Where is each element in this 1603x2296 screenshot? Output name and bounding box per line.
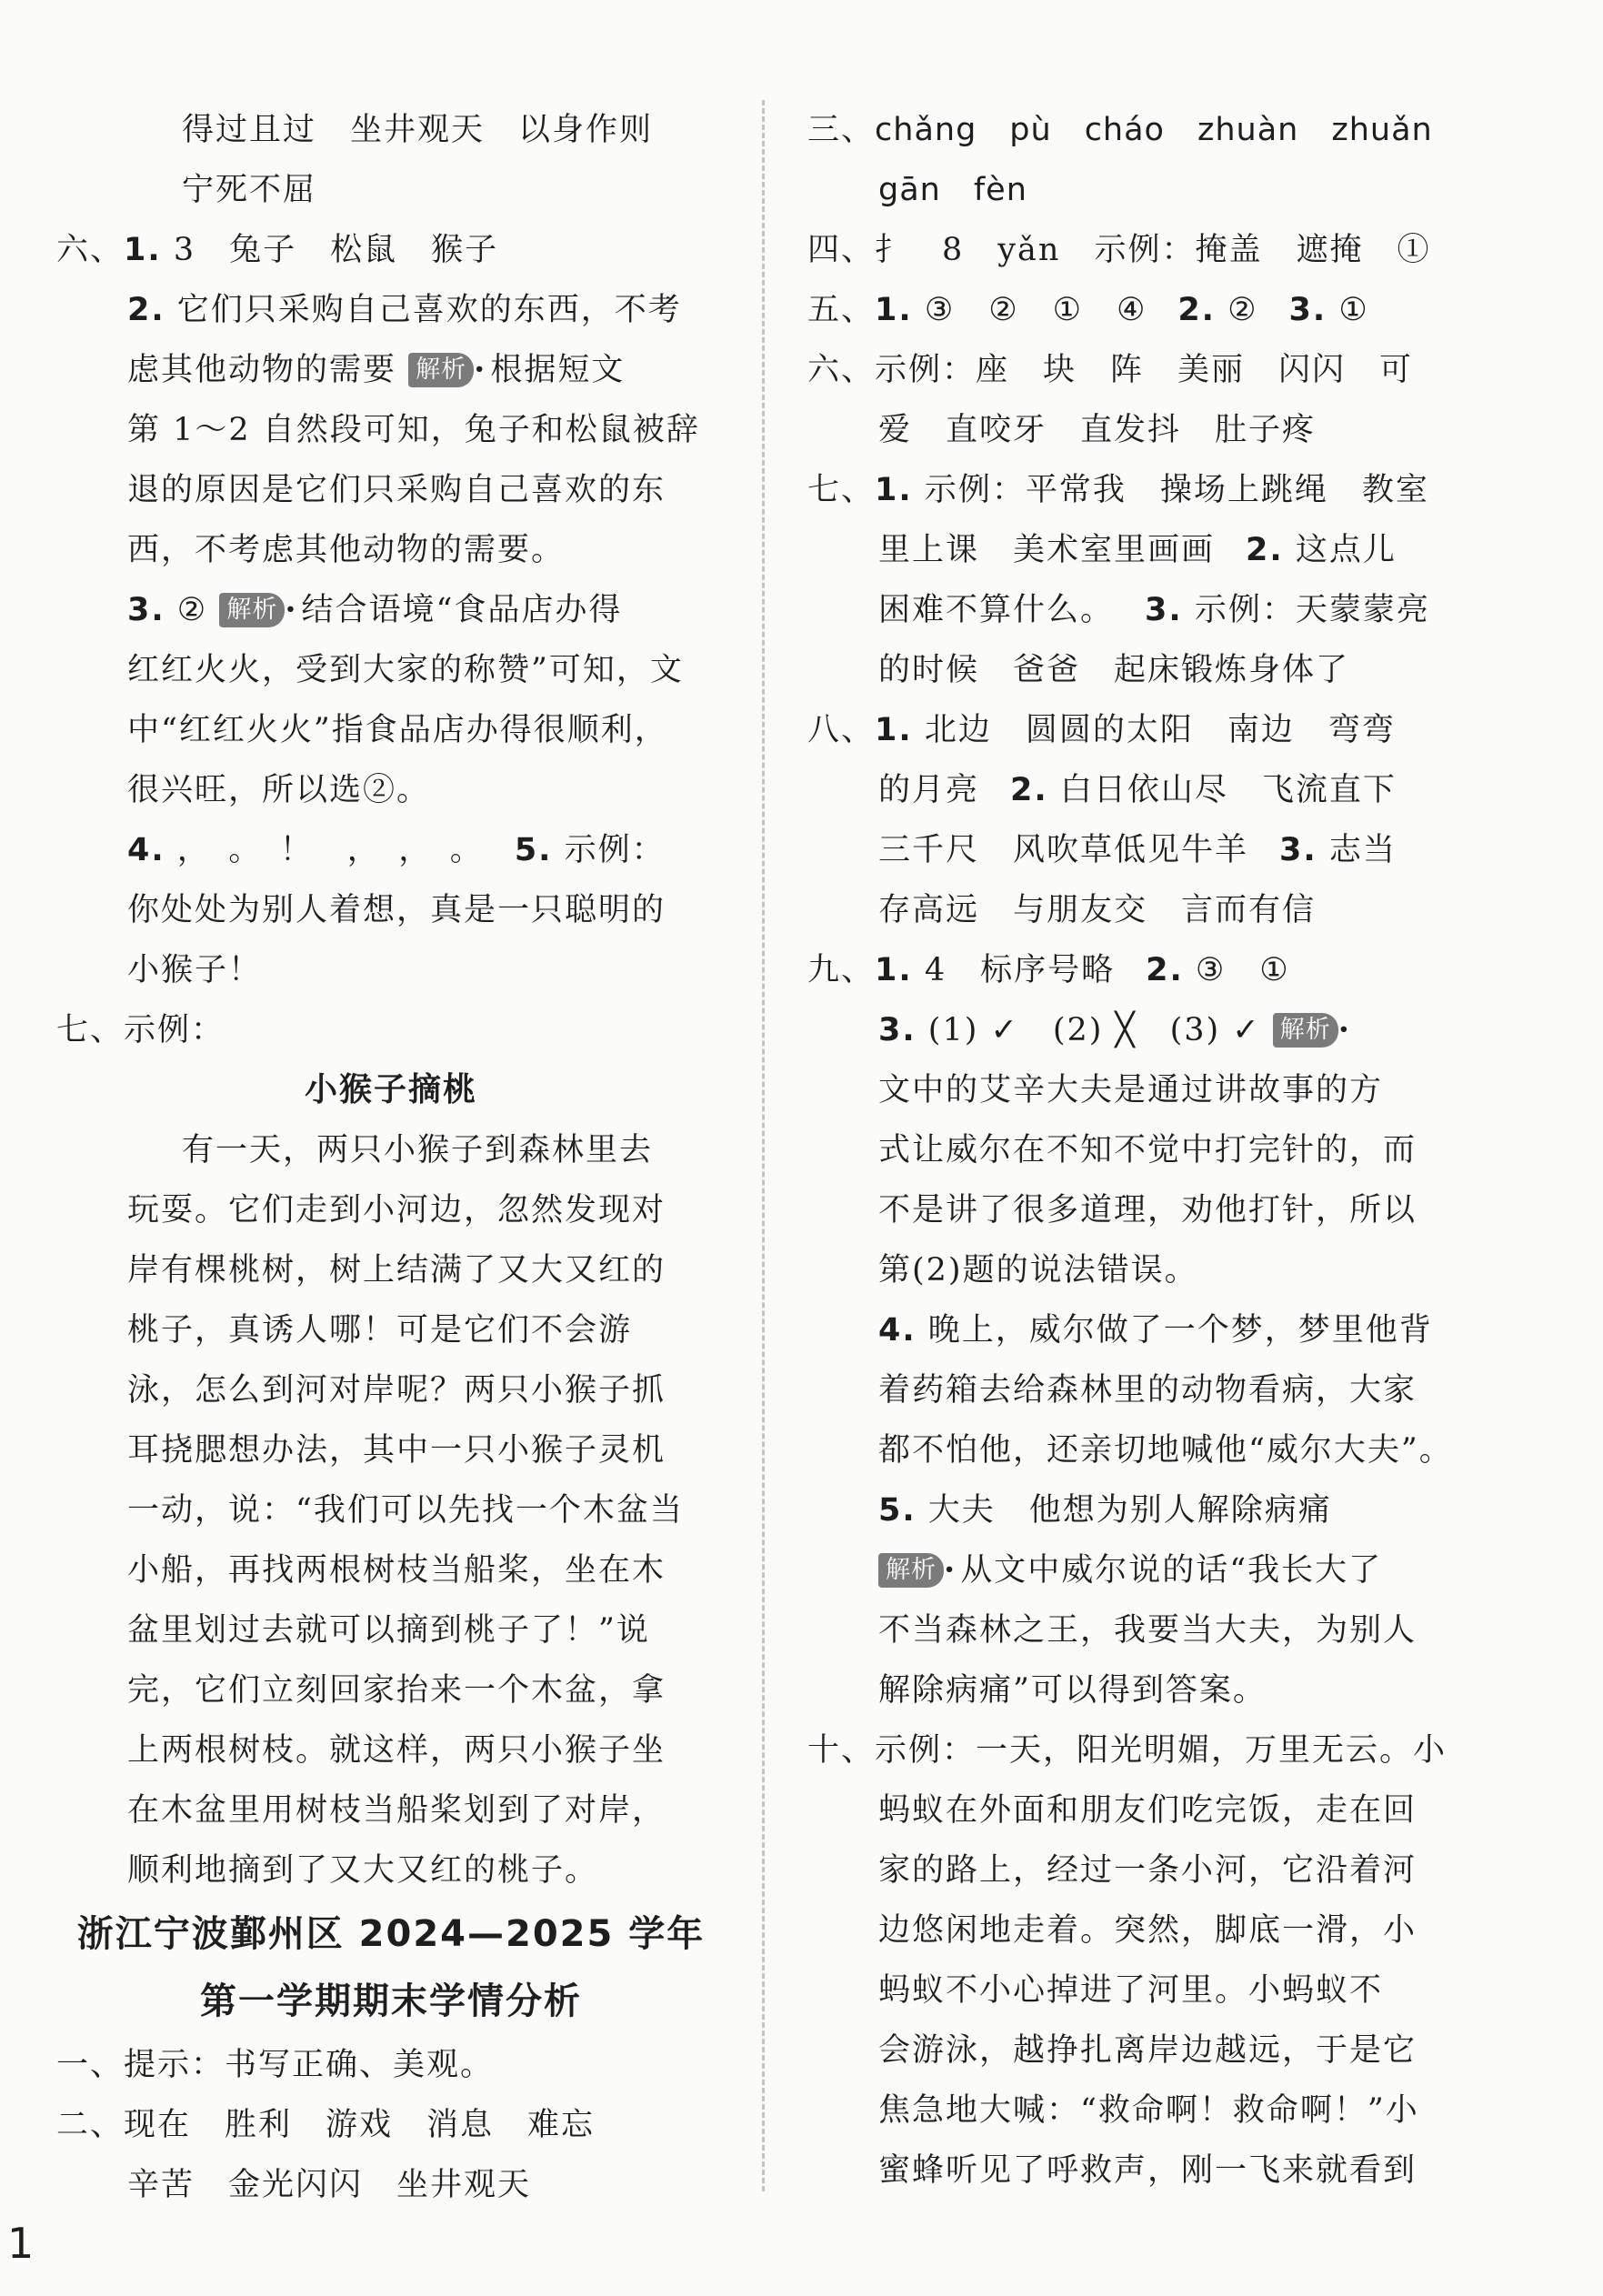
r-q7-item	[807, 460, 1474, 520]
r-q9-5-line-4: 解除病痛”可以得到答案。	[878, 1672, 1267, 1709]
q6-5-text: 示例：	[564, 832, 666, 868]
r-q9-3-line-4: 不是讲了很多道理，劝他打针，所以	[878, 1192, 1418, 1228]
r-q9-5-text: 大夫 他想为别人解除病痛	[927, 1492, 1332, 1529]
r-q8-2-line2: 三千尺 风吹草低见牛羊	[878, 832, 1249, 868]
r-q3-item	[807, 100, 1474, 160]
r-q8-1-text: 北边 圆圆的太阳 南边 弯弯	[924, 712, 1396, 748]
r-q9-4-line-3: 都不怕他，还亲切地喊他“威尔大夫”。	[878, 1432, 1453, 1469]
r-q9-5-num: 5.	[878, 1492, 917, 1529]
r-q7-2-text: 这点儿	[1295, 532, 1397, 568]
r-q8-2-num: 2.	[1010, 772, 1048, 808]
r-q7-1-text: 示例：平常我 操场上跳绳 教室	[924, 472, 1429, 508]
r-q9-5-line-2	[807, 1540, 1474, 1600]
r-q5-1-text: ③ ② ① ④	[924, 292, 1147, 328]
r-q6-item	[807, 340, 1474, 400]
r-q9-3-num: 3.	[878, 1012, 917, 1048]
r-q3-marker: 三、	[807, 112, 876, 148]
essay-line: 小船，再找两根树枝当船桨，坐在木	[127, 1552, 666, 1589]
r-q5-marker: 五、	[807, 292, 876, 328]
q6-2-line-5: 西，不考虑其他动物的需要。	[127, 532, 566, 568]
essay-line: 完，它们立刻回家抬来一个木盆，拿	[127, 1672, 666, 1709]
analysis-badge-label: 解析	[416, 356, 467, 384]
q6-item-3	[56, 580, 726, 640]
badge-dot-icon: ·	[285, 591, 298, 628]
q7-heading	[56, 1000, 726, 1060]
r-q9-3-text: (1) ✓ (2) ╳ (3) ✓	[927, 1012, 1261, 1048]
r-q9-3-line-2: 文中的艾辛大夫是通过讲故事的方	[878, 1072, 1384, 1108]
r-q9-3-item	[807, 1000, 1474, 1060]
badge-dot-icon: ·	[944, 1551, 957, 1589]
r-q7-2-line2: 困难不算什么。	[878, 592, 1115, 628]
r-q9-3-line-5: 第(2)题的说法错误。	[878, 1252, 1198, 1288]
r-q8-line-4: 存高远 与朋友交 言而有信	[878, 892, 1317, 928]
analysis-badge-label: 解析	[886, 1556, 937, 1584]
s1-item	[56, 2035, 726, 2095]
r-q9-5-tail: 从文中威尔说的话“我长大了	[960, 1552, 1383, 1589]
r-q5-3-num: 3.	[1288, 292, 1327, 328]
r-q8-item	[807, 700, 1474, 760]
section-title-line-1: 浙江宁波鄞州区 2024—2025 学年	[76, 1913, 706, 1955]
essay-line: 盆里划过去就可以摘到桃子了！”说	[127, 1612, 650, 1649]
r-q3-line-2: gān fèn	[878, 172, 1027, 208]
badge-dot-icon: ·	[1338, 1011, 1351, 1048]
r-q8-1-line2: 的月亮	[878, 772, 980, 808]
q6-3-text: ②	[176, 592, 208, 628]
essay-line: 一动，说：“我们可以先找一个木盆当	[127, 1492, 684, 1529]
r-q7-3-text: 示例：天蒙蒙亮	[1194, 592, 1430, 628]
q7-text: 示例：	[124, 1012, 225, 1048]
s2-text: 现在 胜利 游戏 消息 难忘	[124, 2107, 596, 2143]
essay-line: 在木盆里用树枝当船桨划到了对岸，	[127, 1792, 666, 1829]
left-column	[56, 100, 726, 2215]
essay-title: 小猴子摘桃	[304, 1071, 477, 1108]
analysis-badge	[219, 593, 285, 627]
r-q8-marker: 八、	[807, 712, 876, 748]
r-q9-4-text: 晚上，威尔做了一个梦，梦里他背	[927, 1312, 1433, 1349]
essay-line: 桃子，真诱人哪！可是它们不会游	[127, 1312, 633, 1349]
q6-2-line-4: 退的原因是它们只采购自己喜欢的东	[127, 472, 666, 508]
r-q7-line-2	[807, 520, 1474, 580]
q6-4-text: ， 。 ！ ， ， 。	[176, 832, 484, 868]
r-q5-3-text: ①	[1338, 292, 1369, 328]
r-q7-line-3	[807, 580, 1474, 640]
analysis-badge	[408, 353, 474, 387]
section-title-line-2: 第一学期期末学情分析	[200, 1980, 582, 2022]
analysis-badge-label: 解析	[226, 596, 278, 624]
r-q9-2-text: ③ ①	[1195, 952, 1290, 988]
q6-5-line-3: 小猴子！	[127, 952, 263, 988]
r-q10-line: 蜜蜂听见了呼救声，刚一飞来就看到	[878, 2152, 1418, 2189]
r-q8-3-num: 3.	[1279, 832, 1317, 868]
r-q7-2-num: 2.	[1246, 532, 1284, 568]
r-q10-marker: 十、	[807, 1732, 876, 1769]
r-q4-text: 扌 8 yǎn 示例：掩盖 遮掩 ①	[875, 232, 1431, 268]
q6-2-line2-text: 虑其他动物的需要	[127, 352, 397, 388]
r-q10-line: 蚂蚁不小心掉进了河里。小蚂蚁不	[878, 1972, 1384, 2009]
r-q7-line-4: 的时候 爸爸 起床锻炼身体了	[878, 652, 1350, 688]
badge-dot-icon: ·	[474, 351, 487, 388]
column-divider	[762, 100, 765, 2191]
q7-marker: 七、	[56, 1012, 125, 1048]
q6-5-num: 5.	[514, 832, 553, 868]
q6-2-line-2	[56, 340, 726, 400]
r-q10-line: 焦急地大喊：“救命啊！救命啊！”小	[878, 2092, 1419, 2129]
s2-marker: 二、	[56, 2107, 125, 2143]
q6-item-1	[56, 220, 726, 280]
s1-text: 提示：书写正确、美观。	[124, 2047, 495, 2083]
q6-4-num: 4.	[127, 832, 165, 868]
r-q10-item	[807, 1720, 1474, 1780]
essay-line: 玩耍。它们走到小河边，忽然发现对	[127, 1192, 666, 1228]
r-q9-5-item	[807, 1480, 1474, 1540]
essay-line: 泳，怎么到河对岸呢？两只小猴子抓	[127, 1372, 666, 1409]
s2-line-2: 辛苦 金光闪闪 坐井观天	[127, 2167, 532, 2203]
r-q7-3-num: 3.	[1145, 592, 1183, 628]
r-q4-item	[807, 220, 1474, 280]
page-number: 1	[7, 2219, 35, 2268]
r-q9-4-num: 4.	[878, 1312, 917, 1349]
analysis-badge	[1273, 1013, 1338, 1048]
r-q10-line: 蚂蚁在外面和朋友们吃完饭，走在回	[878, 1792, 1418, 1829]
q6-2-line2-tail: 根据短文	[490, 352, 626, 388]
r-q9-4-item	[807, 1300, 1474, 1360]
r-q9-2-num: 2.	[1146, 952, 1184, 988]
essay-line: 上两根树枝。就这样，两只小猴子坐	[127, 1732, 666, 1769]
r-q6-marker: 六、	[807, 352, 876, 388]
r-q9-1-num: 1.	[875, 952, 913, 988]
r-q9-item	[807, 940, 1474, 1000]
r-q10-line: 会游泳，越挣扎离岸边越远，于是它	[878, 2032, 1418, 2069]
q6-2-num: 2.	[127, 292, 165, 328]
idiom-line-1: 得过且过 坐井观天 以身作则	[182, 112, 654, 148]
r-q9-3-line-3: 式让威尔在不知不觉中打完针的，而	[878, 1132, 1418, 1168]
r-q7-1-num: 1.	[875, 472, 913, 508]
q6-3-tail: 结合语境“食品店办得	[301, 592, 623, 628]
q6-marker: 六、	[56, 232, 125, 268]
r-q9-marker: 九、	[807, 952, 876, 988]
r-q5-2-text: ②	[1227, 292, 1258, 328]
r-q10-line: 边悠闲地走着。突然，脚底一滑，小	[878, 1912, 1418, 1949]
essay-line: 有一天，两只小猴子到森林里去	[182, 1132, 654, 1168]
r-q10-line: 家的路上，经过一条小河，它沿着河	[878, 1852, 1418, 1889]
r-q5-item	[807, 280, 1474, 340]
analysis-badge	[878, 1553, 944, 1588]
r-q10-text: 示例：一天，阳光明媚，万里无云。小	[875, 1732, 1448, 1769]
r-q6-text: 示例：座 块 阵 美丽 闪闪 可	[875, 352, 1414, 388]
essay-line: 耳挠腮想办法，其中一只小猴子灵机	[127, 1432, 666, 1469]
r-q8-2-text: 白日依山尽 飞流直下	[1059, 772, 1397, 808]
r-q7-1-line2: 里上课 美术室里画画	[878, 532, 1216, 568]
r-q8-line-3	[807, 820, 1474, 880]
q6-1-num: 1.	[124, 232, 162, 268]
s2-item	[56, 2095, 726, 2155]
r-q4-marker: 四、	[807, 232, 876, 268]
r-q5-2-num: 2.	[1177, 292, 1216, 328]
analysis-badge-label: 解析	[1279, 1016, 1331, 1044]
r-q8-line-2	[807, 760, 1474, 820]
idiom-line-2: 宁死不屈	[182, 172, 317, 208]
r-q7-marker: 七、	[807, 472, 876, 508]
q6-1-text: 3 兔子 松鼠 猴子	[173, 232, 499, 268]
r-q6-line-2: 爱 直咬牙 直发抖 肚子疼	[878, 412, 1317, 448]
r-q8-1-num: 1.	[875, 712, 913, 748]
r-q8-3-text: 志当	[1328, 832, 1397, 868]
r-q5-1-num: 1.	[875, 292, 913, 328]
q6-3-line-3: 中“红红火火”指食品店办得很顺利，	[127, 712, 668, 748]
q6-2-text: 它们只采购自己喜欢的东西，不考	[176, 292, 682, 328]
q6-3-line-2: 红红火火，受到大家的称赞”可知，文	[127, 652, 684, 688]
q6-item-2	[56, 280, 726, 340]
q6-3-num: 3.	[127, 592, 165, 628]
s1-marker: 一、	[56, 2047, 125, 2083]
r-q9-5-line-3: 不当森林之王，我要当大夫，为别人	[878, 1612, 1418, 1649]
right-column	[807, 100, 1474, 2201]
r-q9-1-text: 4 标序号略	[924, 952, 1116, 988]
essay-line: 顺利地摘到了又大又红的桃子。	[127, 1852, 599, 1889]
q6-item-4	[56, 820, 726, 880]
r-q9-4-line-2: 着药箱去给森林里的动物看病，大家	[878, 1372, 1418, 1409]
q6-5-line-2: 你处处为别人着想，真是一只聪明的	[127, 892, 666, 928]
essay-line: 岸有棵桃树，树上结满了又大又红的	[127, 1252, 666, 1288]
q6-2-line-3: 第 1～2 自然段可知，兔子和松鼠被辞	[127, 412, 700, 448]
q6-3-line-4: 很兴旺，所以选②。	[127, 772, 431, 808]
r-q3-text: chǎng pù cháo zhuàn zhuǎn	[875, 112, 1433, 148]
